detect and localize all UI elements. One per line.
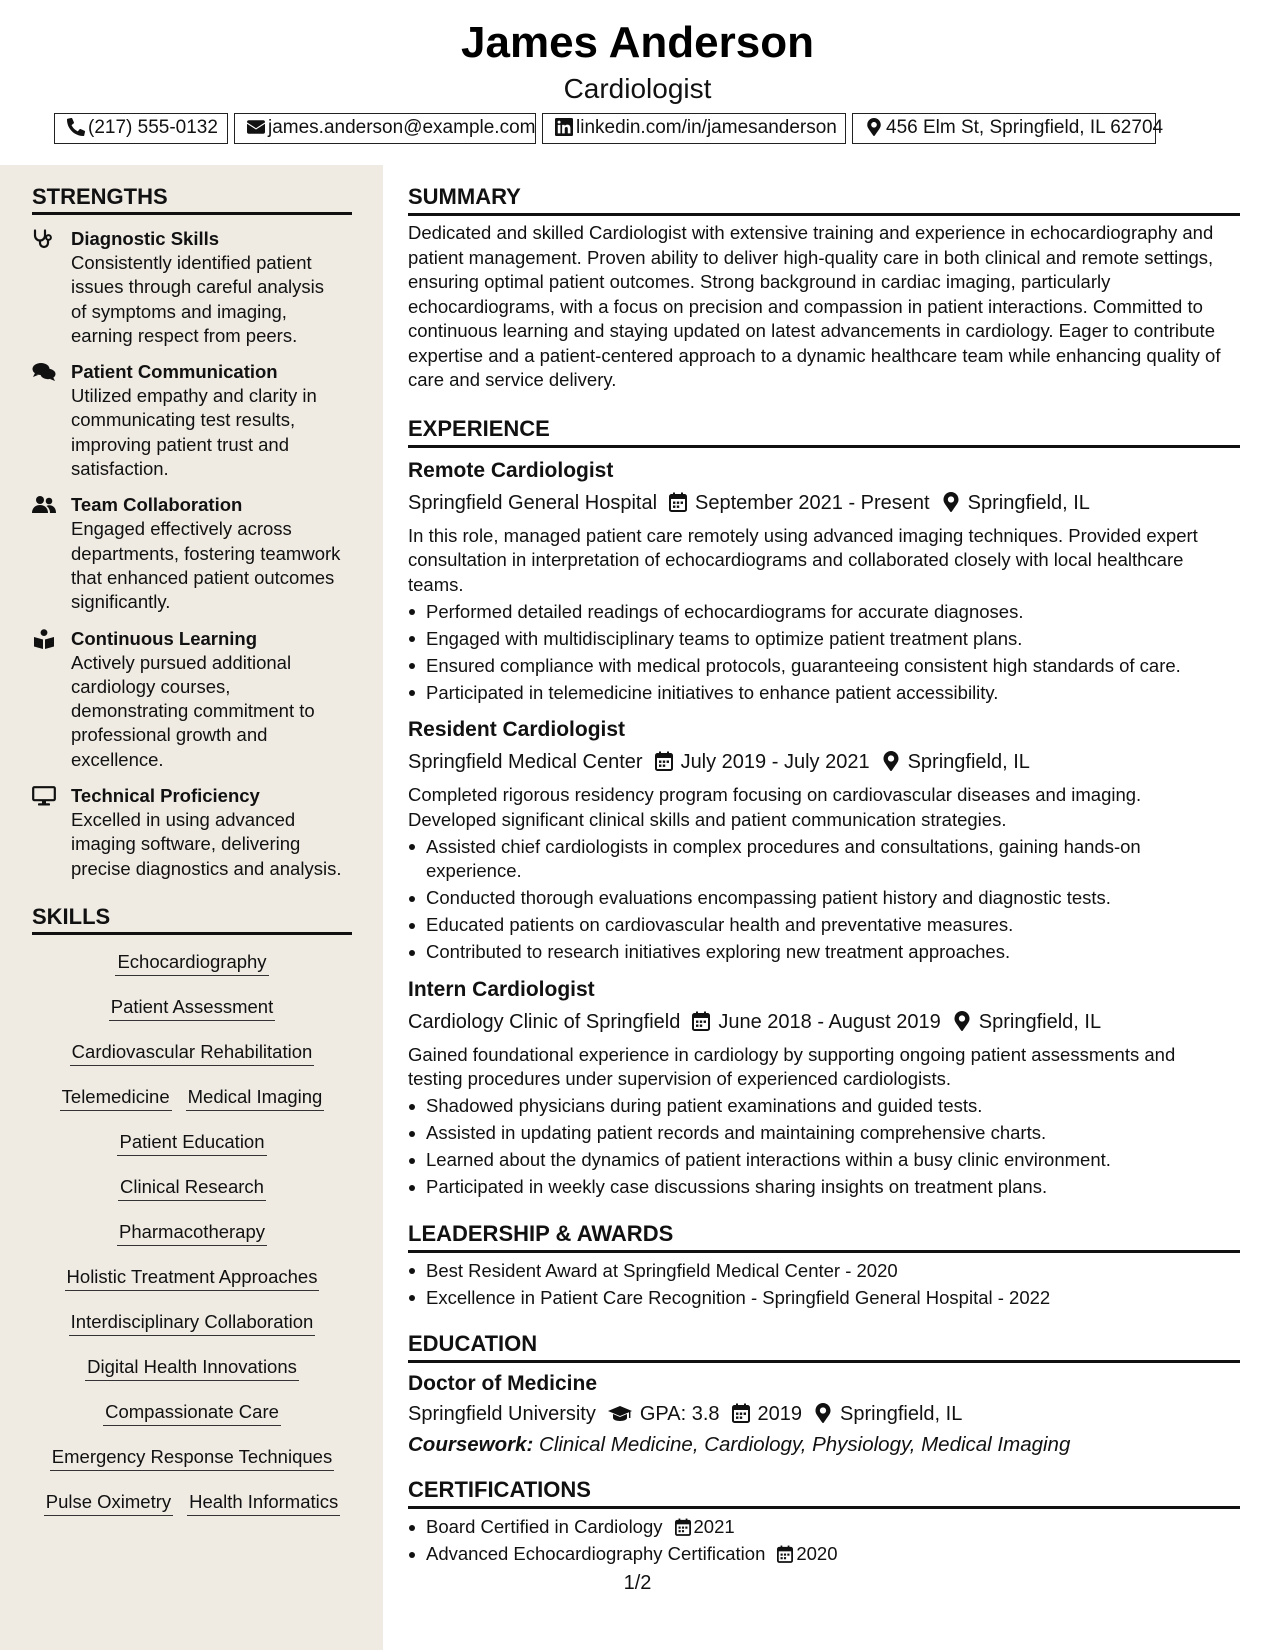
education-entry	[408, 1371, 1240, 1458]
location-pin-icon	[882, 751, 900, 771]
calendar-icon	[675, 1518, 691, 1536]
job-entry	[408, 458, 1240, 706]
location-pin-icon	[865, 118, 883, 136]
school-name: Springfield University	[408, 1403, 596, 1425]
leadership-section	[408, 1202, 1240, 1311]
resume-header	[0, 0, 1275, 160]
contact-email[interactable]: james.anderson@example.com	[234, 113, 536, 144]
experience-heading: EXPERIENCE	[408, 397, 1240, 448]
job-bullets	[408, 1094, 1240, 1200]
job-description: Gained foundational experience in cardiology by supporting ongoing patient assessments and testing procedures under supervision of experienced cardiologists.	[408, 1043, 1176, 1089]
school-location: Springfield, IL	[840, 1403, 963, 1425]
experience-section	[408, 397, 1240, 1200]
leadership-heading: LEADERSHIP & AWARDS	[408, 1202, 1240, 1253]
contact-phone[interactable]: (217) 555-0132	[54, 113, 228, 144]
skill-tag: Emergency Response Techniques	[50, 1444, 334, 1471]
location-pin-icon	[953, 1011, 971, 1031]
skill-tag: Patient Assessment	[109, 994, 275, 1021]
user-group-icon	[32, 495, 56, 515]
skills-list	[32, 935, 352, 1534]
list-item: Advanced Echocardiography Certification 2020	[408, 1542, 1240, 1567]
list-item: Best Resident Award at Springfield Medical Center - 2020	[408, 1259, 1240, 1284]
job-description: Completed rigorous residency program focusing on cardiovascular diseases and imaging. Developed significant clinical skills and patient communication strategies.	[408, 784, 1142, 830]
job-title: Intern Cardiologist	[408, 977, 595, 1001]
skill-tag: Compassionate Care	[103, 1399, 281, 1426]
skill-tag: Health Informatics	[187, 1489, 340, 1516]
education-heading: EDUCATION	[408, 1312, 1240, 1363]
skill-tag: Patient Education	[117, 1129, 266, 1156]
location-pin-icon	[942, 492, 960, 512]
envelope-icon	[247, 118, 265, 136]
list-item: Conducted thorough evaluations encompassing patient history and diagnostic tests.	[408, 886, 1240, 911]
job-meta	[408, 490, 1240, 516]
calendar-icon	[669, 492, 687, 512]
list-item: Engaged with multidisciplinary teams to optimize patient treatment plans.	[408, 627, 1240, 652]
coursework-label: Coursework:	[408, 1433, 534, 1456]
strength-item: Team Collaboration Engaged effectively across departments, fostering teamwork that enhanced patient outcomes significantly.	[32, 493, 352, 614]
candidate-title: Cardiologist	[563, 73, 712, 104]
skill-tag: Clinical Research	[118, 1174, 266, 1201]
education-section	[408, 1312, 1240, 1458]
list-item: Performed detailed readings of echocardiograms for accurate diagnoses.	[408, 600, 1240, 625]
list-item: Participated in weekly case discussions sharing insights on treatment plans.	[408, 1175, 1240, 1200]
job-dates: June 2018 - August 2019	[718, 1010, 941, 1033]
job-location: Springfield, IL	[978, 1010, 1102, 1033]
skill-tag: Pulse Oximetry	[44, 1489, 173, 1516]
job-meta	[408, 749, 1240, 775]
job-description: In this role, managed patient care remotely using advanced imaging techniques. Provided expert consultation in interpretation of echocardiograms and collaborated closely with local healthcare teams.	[408, 524, 1198, 595]
job-entry	[408, 977, 1240, 1200]
skill-tag: Interdisciplinary Collaboration	[69, 1309, 316, 1336]
job-location: Springfield, IL	[907, 751, 1030, 773]
calendar-icon	[655, 751, 673, 771]
job-title: Resident Cardiologist	[408, 718, 626, 741]
strength-item: Diagnostic Skills Consistently identified patient issues through careful analysis of symptoms and imaging, earning respect from peers.	[32, 227, 352, 348]
list-item: Educated patients on cardiovascular health and preventative measures.	[408, 913, 1240, 938]
page-number: 1/2	[623, 1572, 652, 1594]
education-meta	[408, 1401, 1240, 1427]
strength-item: Technical Proficiency Excelled in using advanced imaging software, delivering precise diagnostics and analysis.	[32, 784, 352, 881]
job-entry	[408, 717, 1240, 965]
gpa: GPA: 3.8	[639, 1403, 720, 1425]
job-location: Springfield, IL	[967, 491, 1090, 514]
skill-tag: Medical Imaging	[186, 1084, 325, 1111]
desktop-icon	[32, 786, 56, 806]
list-item: Contributed to research initiatives exploring new treatment approaches.	[408, 940, 1240, 965]
coursework	[408, 1432, 1240, 1458]
skill-tag: Cardiovascular Rehabilitation	[70, 1039, 315, 1066]
strength-item: Continuous Learning Actively pursued additional cardiology courses, demonstrating commitment to professional growth and excellence.	[32, 627, 352, 772]
job-bullets	[408, 600, 1240, 706]
comments-icon	[32, 362, 56, 382]
strength-item: Patient Communication Utilized empathy and clarity in communicating test results, improving patient trust and satisfaction.	[32, 360, 352, 481]
main-column	[408, 165, 1240, 1567]
job-meta	[408, 1009, 1240, 1035]
sidebar	[0, 165, 383, 1650]
location-pin-icon	[814, 1403, 832, 1423]
job-bullets	[408, 835, 1240, 965]
summary-heading: SUMMARY	[408, 165, 1240, 216]
calendar-icon	[732, 1403, 750, 1423]
certifications-heading: CERTIFICATIONS	[408, 1458, 1240, 1509]
calendar-icon	[692, 1011, 710, 1031]
skill-tag: Echocardiography	[115, 949, 268, 976]
job-title: Remote Cardiologist	[408, 458, 614, 482]
skill-tag: Telemedicine	[60, 1084, 172, 1111]
certifications-list	[408, 1515, 1240, 1567]
company-name: Springfield Medical Center	[408, 751, 643, 773]
skill-tag: Holistic Treatment Approaches	[65, 1264, 320, 1291]
skill-tag: Pharmacotherapy	[117, 1219, 267, 1246]
list-item: Ensured compliance with medical protocols, guaranteeing consistent high standards of care.	[408, 654, 1240, 679]
summary-text: Dedicated and skilled Cardiologist with extensive training and experience in echocardiography and patient management. Proven ability to deliver high-quality care in both clinical and remote settings, ensuring optimal patient outcomes. Strong background in cardiac imaging, particularly echocardiograms, with a focus on precision and compassion in patient interactions. Committed to continuous learning and staying updated on latest advancements in cardiology. Eager to contribute expertise and a patient-centered approach to a dynamic healthcare team while enhancing quality of care and service delivery.	[408, 222, 1221, 390]
awards-list	[408, 1259, 1240, 1311]
list-item: Assisted in updating patient records and maintaining comprehensive charts.	[408, 1121, 1240, 1146]
stethoscope-icon	[32, 229, 56, 249]
list-item: Learned about the dynamics of patient interactions within a busy clinic environment.	[408, 1148, 1240, 1173]
phone-icon	[67, 118, 85, 136]
calendar-icon	[777, 1545, 793, 1563]
list-item: Board Certified in Cardiology 2021	[408, 1515, 1240, 1540]
list-item: Assisted chief cardiologists in complex procedures and consultations, gaining hands-on experience.	[408, 835, 1240, 884]
strengths-heading: STRENGTHS	[32, 165, 352, 215]
graduation-year: 2019	[757, 1403, 803, 1425]
job-dates: July 2019 - July 2021	[680, 751, 870, 773]
job-dates: September 2021 - Present	[695, 491, 930, 514]
summary-section	[408, 165, 1240, 393]
graduation-cap-icon	[608, 1403, 632, 1423]
contact-linkedin[interactable]: linkedin.com/in/jamesanderson	[542, 113, 846, 144]
linkedin-icon	[555, 118, 573, 136]
list-item: Participated in telemedicine initiatives to enhance patient accessibility.	[408, 681, 1240, 706]
skill-tag: Digital Health Innovations	[85, 1354, 299, 1381]
list-item: Shadowed physicians during patient examinations and guided tests.	[408, 1094, 1240, 1119]
skills-heading: SKILLS	[32, 885, 352, 935]
candidate-name: James Anderson	[461, 18, 814, 67]
degree-title: Doctor of Medicine	[408, 1372, 598, 1395]
book-reader-icon	[32, 629, 56, 649]
coursework-list: Clinical Medicine, Cardiology, Physiology, Medical Imaging	[539, 1433, 1071, 1456]
list-item: Excellence in Patient Care Recognition - Springfield General Hospital - 2022	[408, 1286, 1240, 1311]
contact-address: 456 Elm St, Springfield, IL 62704	[852, 113, 1156, 144]
company-name: Cardiology Clinic of Springfield	[408, 1010, 681, 1033]
company-name: Springfield General Hospital	[408, 491, 658, 514]
certifications-section	[408, 1458, 1240, 1567]
